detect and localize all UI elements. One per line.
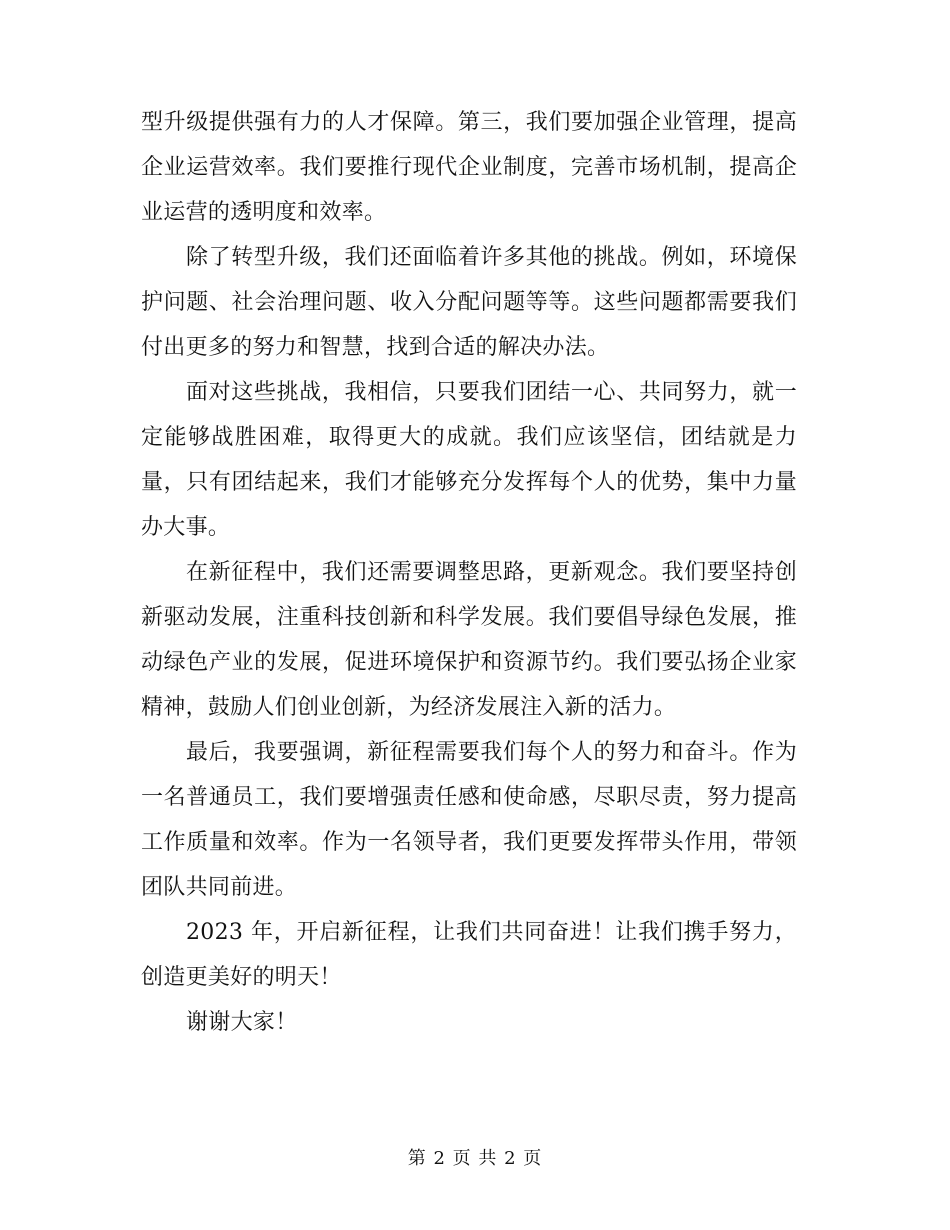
paragraph: 2023 年，开启新征程，让我们共同奋进！让我们携手努力，创造更美好的明天！: [141, 920, 797, 990]
paragraph: 面对这些挑战，我相信，只要我们团结一心、共同努力，就一定能够战胜困难，取得更大的成就。我们应该坚信，团结就是力量，只有团结起来，我们才能够充分发挥每个人的优势，集中力量办大事。: [141, 380, 797, 540]
page-number-footer: 第 2 页 共 2 页: [407, 1148, 543, 1169]
document-body: [141, 100, 797, 1045]
paragraph: 型升级提供强有力的人才保障。第三，我们要加强企业管理，提高企业运营效率。我们要推行现代企业制度，完善市场机制，提高企业运营的透明度和效率。: [141, 110, 797, 225]
closing-paragraph: 谢谢大家！: [186, 1010, 298, 1035]
paragraph: 在新征程中，我们还需要调整思路，更新观念。我们要坚持创新驱动发展，注重科技创新和科学发展。我们要倡导绿色发展，推动绿色产业的发展，促进环境保护和资源节约。我们要弘扬企业家精神，鼓励人们创业创新，为经济发展注入新的活力。: [141, 560, 797, 720]
paragraph: 最后，我要强调，新征程需要我们每个人的努力和奋斗。作为一名普通员工，我们要增强责任感和使命感，尽职尽责，努力提高工作质量和效率。作为一名领导者，我们更要发挥带头作用，带领团队共同前进。: [141, 740, 797, 900]
paragraph: 除了转型升级，我们还面临着许多其他的挑战。例如，环境保护问题、社会治理问题、收入分配问题等等。这些问题都需要我们付出更多的努力和智慧，找到合适的解决办法。: [141, 245, 797, 360]
